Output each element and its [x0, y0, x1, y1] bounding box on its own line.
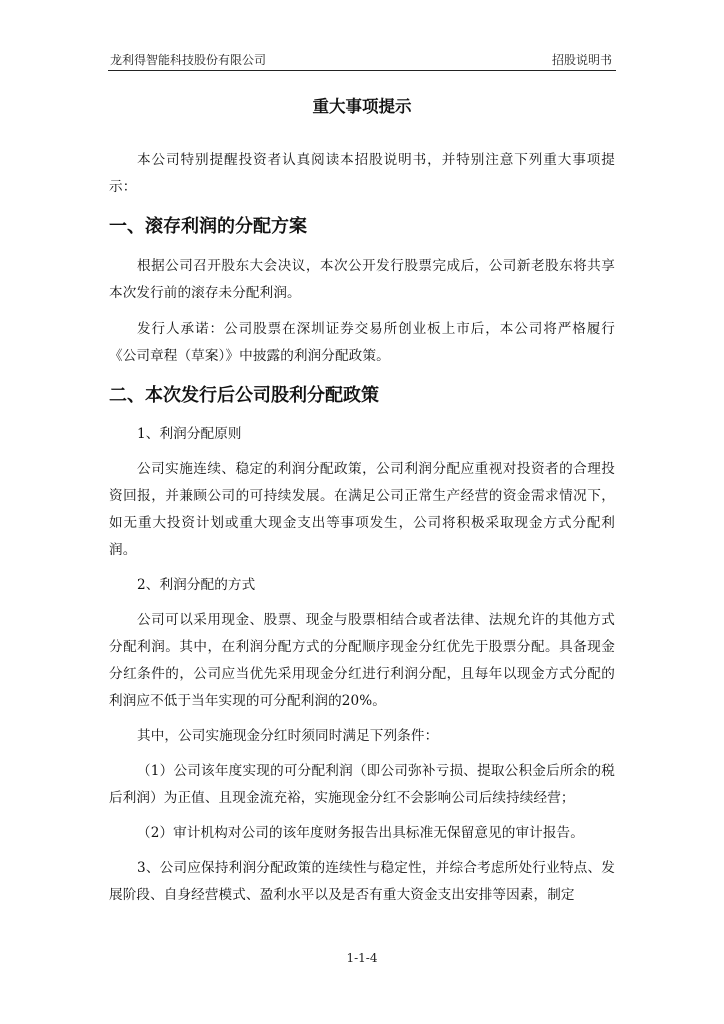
section-1-heading: 一、滚存利润的分配方案 — [109, 216, 307, 237]
page-number: 1-1-4 — [346, 951, 378, 965]
header-company-name: 龙利得智能科技股份有限公司 — [110, 53, 267, 67]
section-2-heading: 二、本次发行后公司股利分配政策 — [109, 385, 379, 406]
item-2-paragraph: 公司可以采用现金、股票、现金与股票相结合或者法律、法规允许的其他方式分配利润。其中，在利润分配方式的分配顺序现金分红优先于股票分配。具备现金分红条件的，公司应当优先采用现金分红进行利润分配，且每年以现金方式分配的利润应不低于当年实现的可分配利润的20%。 — [109, 612, 615, 709]
page-content — [109, 96, 615, 909]
item-2-title: 2、利润分配的方式 — [137, 577, 256, 593]
conditions-intro: 其中，公司实施现金分红时须同时满足下列条件： — [137, 728, 439, 744]
condition-1: （1）公司该年度实现的可分配利润（即公司弥补亏损、提取公积金后所余的税后利润）为正值、且现金流充裕，实施现金分红不会影响公司后续持续经营； — [109, 763, 615, 806]
item-1-paragraph: 公司实施连续、稳定的利润分配政策，公司利润分配应重视对投资者的合理投资回报，并兼顾公司的可持续发展。在满足公司正常生产经营的资金需求情况下，如无重大投资计划或重大现金支出等事项发生，公司将积极采取现金方式分配利润。 — [109, 461, 615, 558]
section-1-paragraph-2: 发行人承诺：公司股票在深圳证券交易所创业板上市后，本公司将严格履行《公司章程（草案）》中披露的利润分配政策。 — [109, 321, 615, 364]
page-header — [108, 50, 616, 71]
item-3-paragraph: 3、公司应保持利润分配政策的连续性与稳定性，并综合考虑所处行业特点、发展阶段、自身经营模式、盈利水平以及是否有重大资金支出安排等因素，制定 — [109, 860, 615, 903]
section-1-paragraph-1: 根据公司召开股东大会决议，本次公开发行股票完成后，公司新老股东将共享本次发行前的滚存未分配利润。 — [109, 258, 615, 301]
condition-2: （2）审计机构对公司的该年度财务报告出具标准无保留意见的审计报告。 — [137, 825, 584, 841]
page-title: 重大事项提示 — [312, 97, 412, 116]
header-document-type: 招股说明书 — [551, 53, 612, 67]
item-1-title: 1、利润分配原则 — [137, 426, 242, 442]
intro-paragraph: 本公司特别提醒投资者认真阅读本招股说明书，并特别注意下列重大事项提示： — [109, 152, 615, 195]
